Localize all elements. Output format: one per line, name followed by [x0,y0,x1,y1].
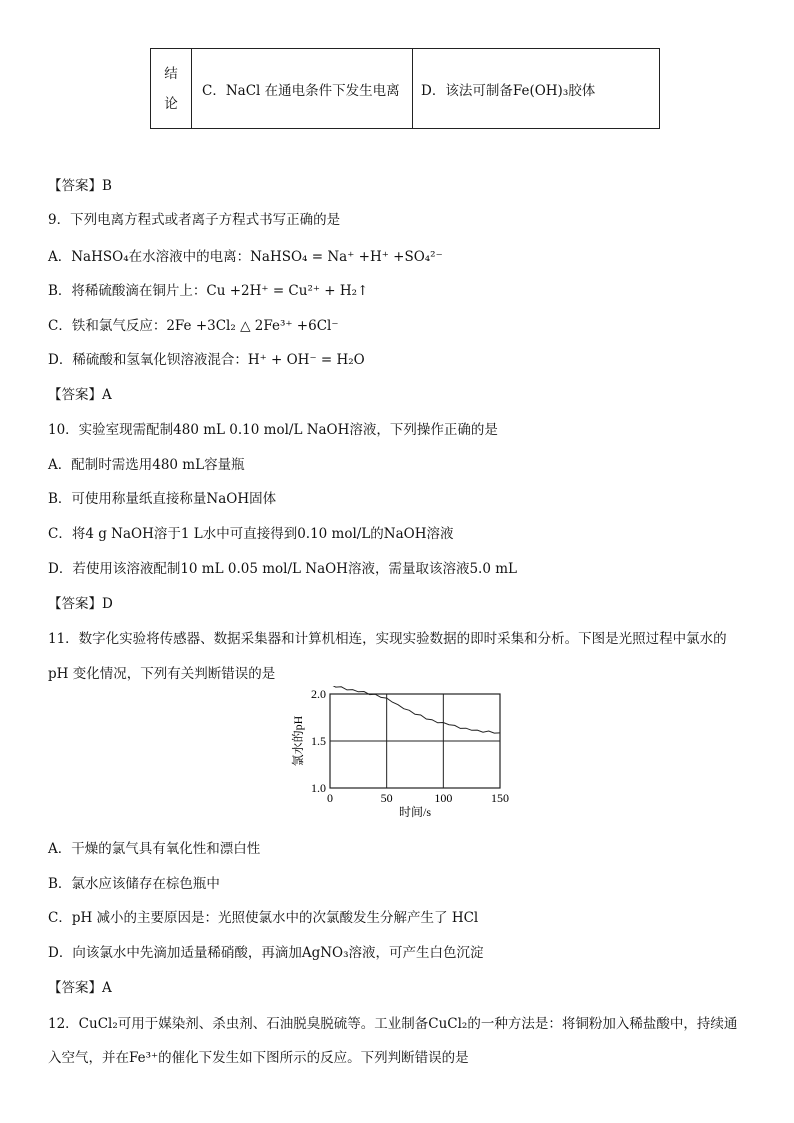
x-tick-label: 50 [380,791,393,805]
x-tick-label: 0 [327,791,333,805]
x-axis-label: 时间/s [398,805,432,819]
y-tick-label: 2.0 [311,687,326,701]
y-axis-label: 氯水的pH [291,715,305,767]
ph-series-line [330,686,500,733]
q9-option-b: B．将稀硫酸滴在铜片上：Cu +2H⁺ = Cu²⁺ + H₂↑ [48,283,369,299]
q11-option-d: D．向该氯水中先滴加适量稀硝酸，再滴加AgNO₃溶液，可产生白色沉淀 [48,945,484,961]
q10-option-b: B．可使用称量纸直接称量NaOH固体 [48,491,277,507]
label-line1: 结 [164,65,178,82]
q12-stem-line2: 入空气，并在Fe³⁺的催化下发生如下图所示的反应。下列判断错误的是 [48,1050,469,1066]
q9-option-c: C．铁和氯气反应：2Fe +3Cl₂ △ 2Fe³⁺ +6Cl⁻ [48,318,339,334]
y-tick-label: 1.0 [311,781,326,795]
table-cell-option-d: D．该法可制备Fe(OH)₃胶体 [413,49,660,129]
q10-option-c: C．将4 g NaOH溶于1 L水中可直接得到0.10 mol/L的NaOH溶液 [48,526,454,542]
q10-option-a: A．配制时需选用480 mL容量瓶 [48,457,245,473]
q11-stem-line1: 11．数字化实验将传感器、数据采集器和计算机相连，实现实验数据的即时采集和分析。下图是光照过程中氯水的 [48,631,727,647]
answer-8: 【答案】B [48,178,112,194]
q11-answer: 【答案】A [48,980,112,996]
q11-option-a: A．干燥的氯气具有氧化性和漂白性 [48,841,261,857]
q12-stem-line1: 12．CuCl₂可用于媒染剂、杀虫剂、石油脱臭脱硫等。工业制备CuCl₂的一种方法是：将铜粉加入稀盐酸中，持续通 [48,1016,738,1032]
table-row-label [151,49,192,129]
q9-stem: 9．下列电离方程式或者离子方程式书写正确的是 [48,212,341,228]
q11-option-b: B．氯水应该储存在棕色瓶中 [48,876,220,892]
label-line2: 论 [164,95,178,112]
table-cell-option-c: C．NaCl 在通电条件下发生电离 [192,49,413,129]
conclusion-table [150,48,660,129]
q11-option-c: C．pH 减小的主要原因是：光照使氯水中的次氯酸发生分解产生了 HCl [48,910,479,926]
q10-stem: 10．实验室现需配制480 mL 0.10 mol/L NaOH溶液，下列操作正确的是 [48,422,498,438]
q9-option-d: D．稀硫酸和氢氧化钡溶液混合：H⁺ + OH⁻ = H₂O [48,352,365,368]
q9-answer: 【答案】A [48,387,112,403]
q11-stem-line2: pH 变化情况，下列有关判断错误的是 [48,666,276,682]
y-tick-label: 1.5 [311,734,326,748]
table-row [151,49,660,129]
q9-option-a: A．NaHSO₄在水溶液中的电离：NaHSO₄ = Na⁺ +H⁺ +SO₄²⁻ [48,249,443,265]
q10-answer: 【答案】D [48,596,113,612]
ph-chart [288,686,528,826]
x-tick-label: 100 [434,791,453,805]
q10-option-d: D．若使用该溶液配制10 mL 0.05 mol/L NaOH溶液，需量取该溶液5.0 mL [48,561,517,577]
x-tick-label: 150 [491,791,509,805]
